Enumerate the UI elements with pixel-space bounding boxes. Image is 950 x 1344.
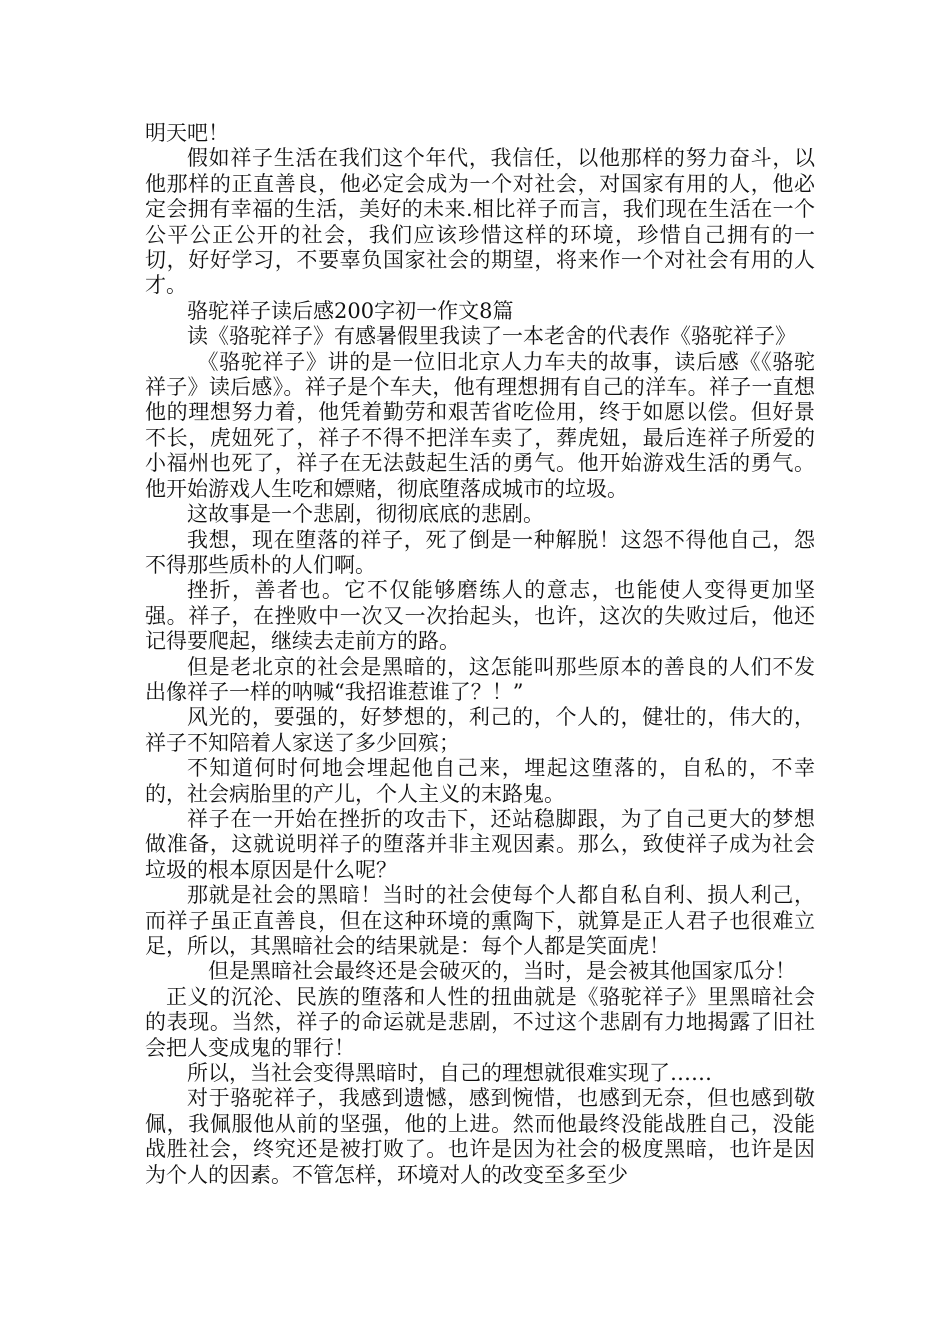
- paragraph: 正义的沉沦、民族的堕落和人性的扭曲就是《骆驼祥子》里黑暗社会的表现。当然，祥子的命运就是悲剧，不过这个悲剧有力地揭露了旧社会把人变成鬼的罪行！: [145, 984, 815, 1060]
- paragraph: 那就是社会的黑暗！当时的社会使每个人都自私自利、损人利己，而祥子虽正直善良，但在这种环境的熏陶下，就算是正人君子也很难立足，所以，其黑暗社会的结果就是：每个人都是笑面虎！: [145, 883, 815, 958]
- paragraph: 祥子在一开始在挫折的攻击下，还站稳脚跟，为了自己更大的梦想做准备，这就说明祥子的堕落并非主观因素。那么，致使祥子成为社会垃圾的根本原因是什么呢？: [145, 806, 815, 882]
- paragraph: 风光的，要强的，好梦想的，利己的，个人的，健壮的，伟大的，祥子不知陪着人家送了多少回殡；: [145, 705, 815, 755]
- paragraph: 我想，现在堕落的祥子，死了倒是一种解脱！这怨不得他自己，怨不得那些质朴的人们啊。: [145, 527, 815, 577]
- paragraph: 明天吧！: [145, 121, 229, 145]
- paragraph: 《骆驼祥子》讲的是一位旧北京人力车夫的故事，读后感《《骆驼祥子》读后感》。祥子是个车夫，他有理想拥有自己的洋车。祥子一直想他的理想努力着，他凭着勤劳和艰苦省吃俭用，终于如愿以偿。但好景不长，虎妞死了，祥子不得不把洋车卖了，葬虎妞，最后连祥子所爱的小福州也死了，祥子在无法鼓起生活的勇气。他开始游戏生活的勇气。他开始游戏人生吃和嫖赌，彻底堕落成城市的垃圾。: [145, 349, 815, 501]
- paragraph: 对于骆驼祥子，我感到遗憾，感到惋惜，也感到无奈，但也感到敬佩，我佩服他从前的坚强，他的上进。然而他最终没能战胜自己，没能战胜社会，终究还是被打败了。也许是因为社会的极度黑暗，也许是因为个人的因素。不管怎样，环境对人的改变至多至少: [145, 1086, 815, 1187]
- document-body: [145, 121, 815, 1188]
- paragraph: 假如祥子生活在我们这个年代，我信任，以他那样的努力奋斗，以他那样的正直善良，他必定会成为一个对社会，对国家有用的人，他必定会拥有幸福的生活，美好的未来.相比祥子而言，我们现在生活在一个公平公正公开的社会，我们应该珍惜这样的环境，珍惜自己拥有的一切，好好学习，不要辜负国家社会的期望，将来作一个对社会有用的人才。: [145, 146, 815, 298]
- paragraph: 所以，当社会变得黑暗时，自己的理想就很难实现了……: [187, 1061, 712, 1086]
- paragraph: 但是黑暗社会最终还是会破灭的，当时，是会被其他国家瓜分！: [208, 959, 796, 984]
- paragraph: 这故事是一个悲剧，彻彻底底的悲剧。: [187, 502, 544, 527]
- paragraph: 但是老北京的社会是黑暗的，这怎能叫那些原本的善良的人们不发出像祥子一样的呐喊“我招谁惹谁了？！”: [145, 654, 815, 704]
- paragraph: 读《骆驼祥子》有感暑假里我读了一本老舍的代表作《骆驼祥子》: [187, 324, 796, 349]
- paragraph: 挫折，善者也。它不仅能够磨练人的意志，也能使人变得更加坚强。祥子，在挫败中一次又一次抬起头，也许，这次的失败过后，他还记得要爬起，继续去走前方的路。: [145, 578, 815, 654]
- section-heading: 骆驼祥子读后感200字初一作文8篇: [187, 298, 514, 323]
- paragraph: 不知道何时何地会埋起他自己来，埋起这堕落的，自私的，不幸的，社会病胎里的产儿，个人主义的末路鬼。: [145, 756, 815, 806]
